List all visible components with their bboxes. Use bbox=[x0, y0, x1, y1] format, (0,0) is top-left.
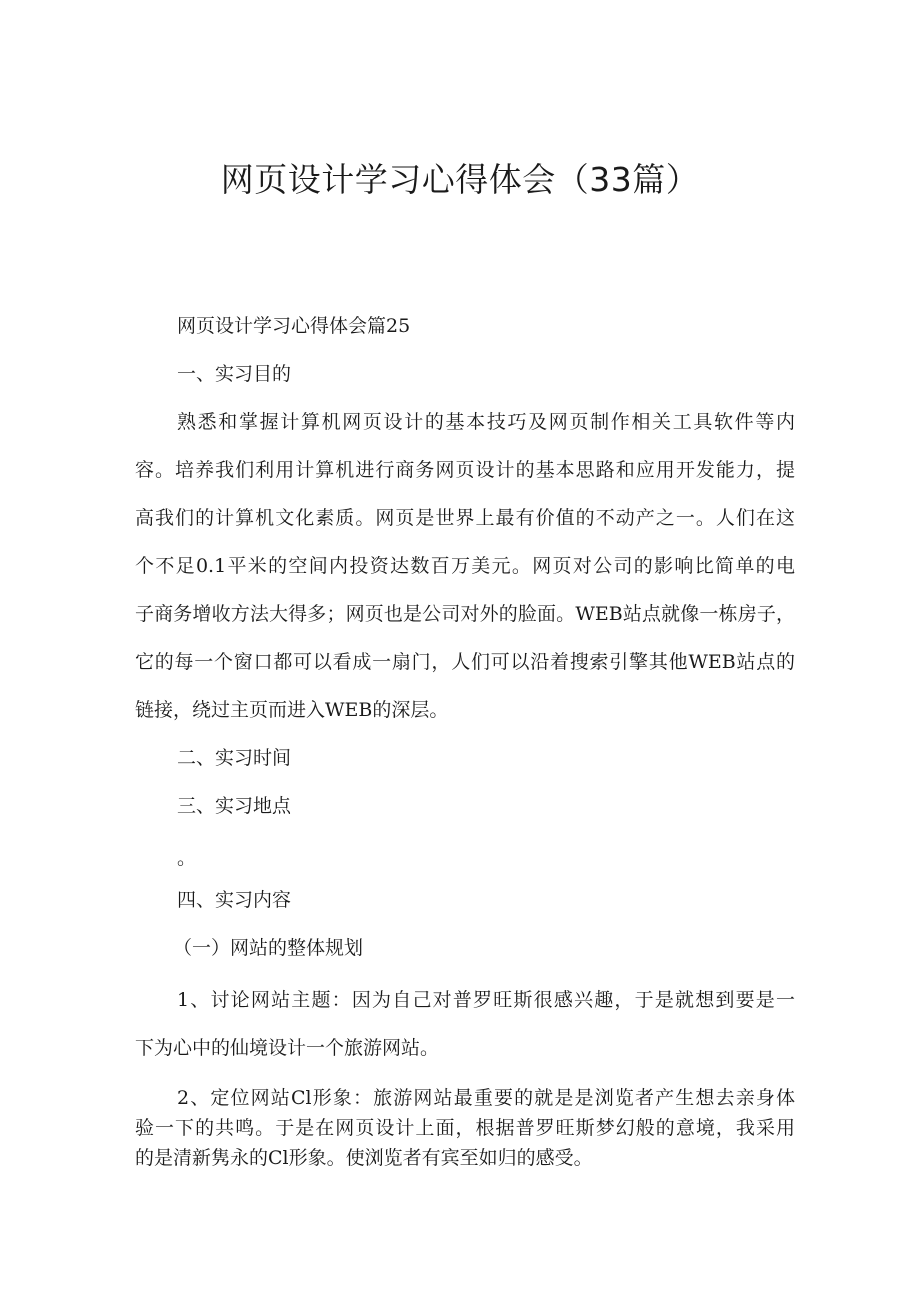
paragraph-line: 的是清新隽永的Cl形象。使浏览者有宾至如归的感受。 bbox=[135, 1147, 593, 1169]
paragraph-line: 高我们的计算机文化素质。网页是世界上最有价值的不动产之一。人们在这 bbox=[135, 507, 795, 529]
subheading-site-planning: （一）网站的整体规划 bbox=[173, 937, 364, 959]
paragraph-line: 子商务增收方法大得多；网页也是公司对外的脸面。WEB站点就像一栋房子， bbox=[135, 603, 795, 625]
heading-location: 三、实习地点 bbox=[177, 795, 292, 817]
paragraph-line: 链接，绕过主页而进入WEB的深层。 bbox=[135, 699, 449, 721]
paragraph-line: 验一下的共鸣。于是在网页设计上面，根据普罗旺斯梦幻般的意境，我采用 bbox=[135, 1117, 795, 1139]
paragraph-line: 1、讨论网站主题：因为自己对普罗旺斯很感兴趣，于是就想到要是一 bbox=[177, 989, 795, 1011]
paragraph-line: 容。培养我们利用计算机进行商务网页设计的基本思路和应用开发能力，提 bbox=[135, 459, 795, 481]
heading-content: 四、实习内容 bbox=[177, 889, 292, 911]
heading-time: 二、实习时间 bbox=[177, 747, 292, 769]
placeholder-line: 。 bbox=[177, 847, 197, 869]
paragraph-line: 它的每一个窗口都可以看成一扇门，人们可以沿着搜索引擎其他WEB站点的 bbox=[135, 651, 795, 673]
section-heading: 网页设计学习心得体会篇25 bbox=[177, 315, 411, 337]
document-title: 网页设计学习心得体会（33篇） bbox=[220, 160, 700, 199]
paragraph-line: 个不足0.1平米的空间内投资达数百万美元。网页对公司的影响比简单的电 bbox=[135, 555, 795, 577]
paragraph-line: 2、定位网站Cl形象：旅游网站最重要的就是是浏览者产生想去亲身体 bbox=[177, 1087, 795, 1109]
paragraph-line: 熟悉和掌握计算机网页设计的基本技巧及网页制作相关工具软件等内 bbox=[177, 411, 795, 433]
heading-purpose: 一、实习目的 bbox=[177, 363, 292, 385]
paragraph-line: 下为心中的仙境设计一个旅游网站。 bbox=[135, 1037, 440, 1059]
